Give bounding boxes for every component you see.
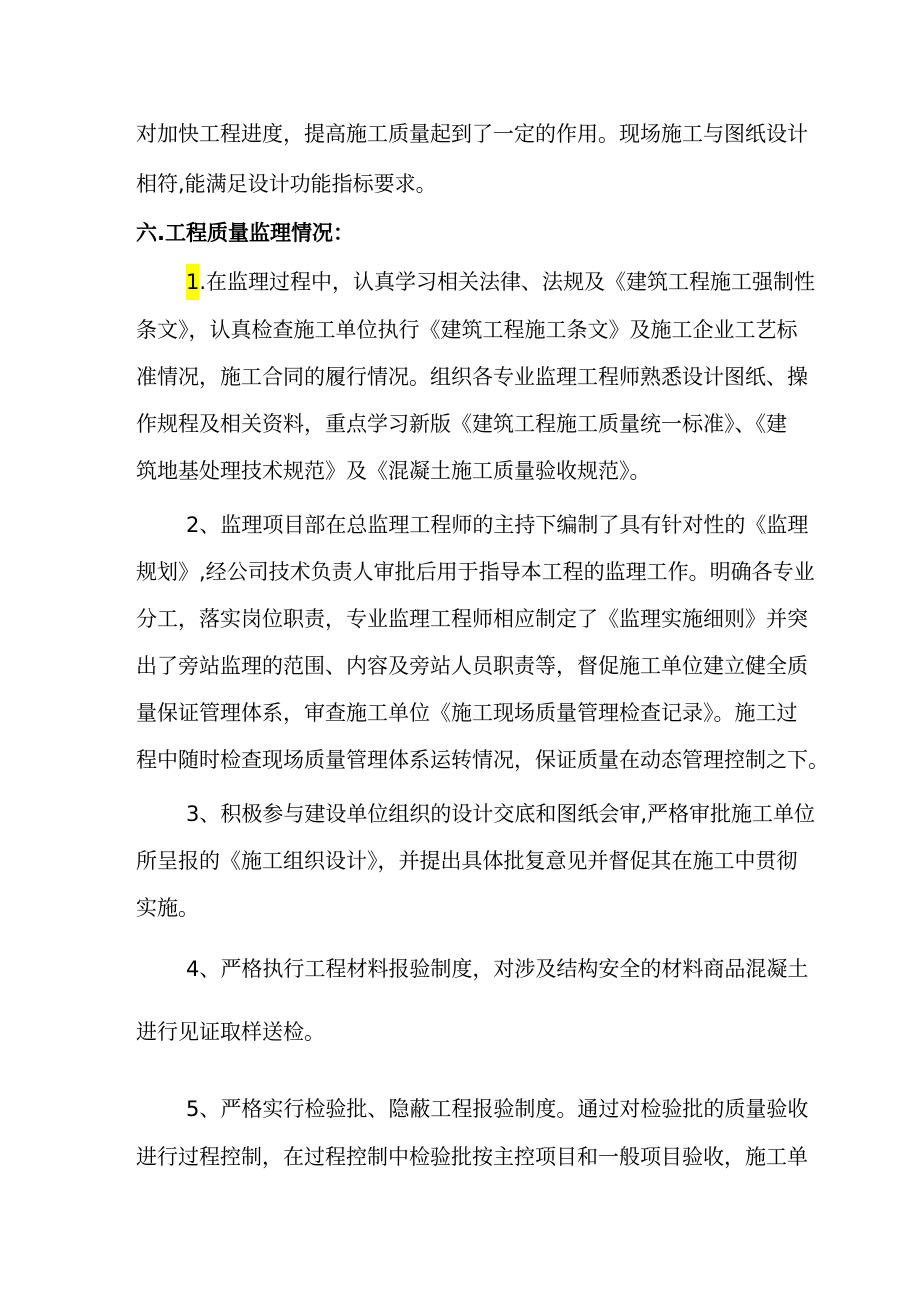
item-5-line-1: 5、严格实行检验批、隐蔽工程报验制度。通过对检验批的质量验收 <box>186 1097 809 1121</box>
section-heading: 六.工程质量监理情况： <box>136 221 354 245</box>
item-1-line-5: 筑地基处理技术规范》及《混凝土施工质量验收规范》。 <box>136 459 651 483</box>
item-2-line-6: 程中随时检查现场质量管理体系运转情况，保证质量在动态管理控制之下。 <box>136 748 829 772</box>
item-3-line-1: 3、积极参与建设单位组织的设计交底和图纸会审,严格审批施工单位 <box>186 802 816 826</box>
item-4-line-2: 进行见证取样送检。 <box>136 1020 325 1044</box>
item-2-line-2: 规划》,经公司技术负责人审批后用于指导本工程的监理工作。明确各专业 <box>136 560 815 584</box>
item-2-line-3: 分工，落实岗位职责，专业监理工程师相应制定了《监理实施细则》并突 <box>136 607 808 631</box>
item-1-line-3: 准情况，施工合同的履行情况。组织各专业监理工程师熟悉设计图纸、操 <box>136 365 808 389</box>
item-5-line-2: 进行过程控制，在过程控制中检验批按主控项目和一般项目验收，施工单 <box>136 1145 808 1169</box>
item-1-number-highlight: 1 <box>186 264 199 300</box>
intro-line-1: 对加快工程进度，提高施工质量起到了一定的作用。现场施工与图纸设计 <box>136 122 808 146</box>
item-2-line-4: 出了旁站监理的范围、内容及旁站人员职责等，督促施工单位建立健全质 <box>136 654 808 678</box>
item-2-line-5: 量保证管理体系，审查施工单位《施工现场质量管理检查记录》。施工过 <box>136 701 798 725</box>
item-2-line-1: 2、监理项目部在总监理工程师的主持下编制了具有针对性的《监理 <box>186 513 809 537</box>
item-3-line-2: 所呈报的《施工组织设计》，并提出具体批复意见并督促其在施工中贯彻 <box>136 849 798 873</box>
intro-line-2: 相符,能满足设计功能指标要求。 <box>136 172 437 196</box>
item-1-line-4: 作规程及相关资料，重点学习新版《建筑工程施工质量统一标准》、《建 <box>136 412 787 436</box>
item-1-line-1 <box>186 270 815 294</box>
item-3-line-3: 实施。 <box>136 896 199 920</box>
item-4-line-1: 4、严格执行工程材料报验制度，对涉及结构安全的材料商品混凝土 <box>186 957 809 981</box>
item-1-line-2: 条文》，认真检查施工单位执行《建筑工程施工条文》及施工企业工艺标 <box>136 318 798 342</box>
item-1-first-line-text: .在监理过程中，认真学习相关法律、法规及《建筑工程施工强制性 <box>199 270 816 294</box>
